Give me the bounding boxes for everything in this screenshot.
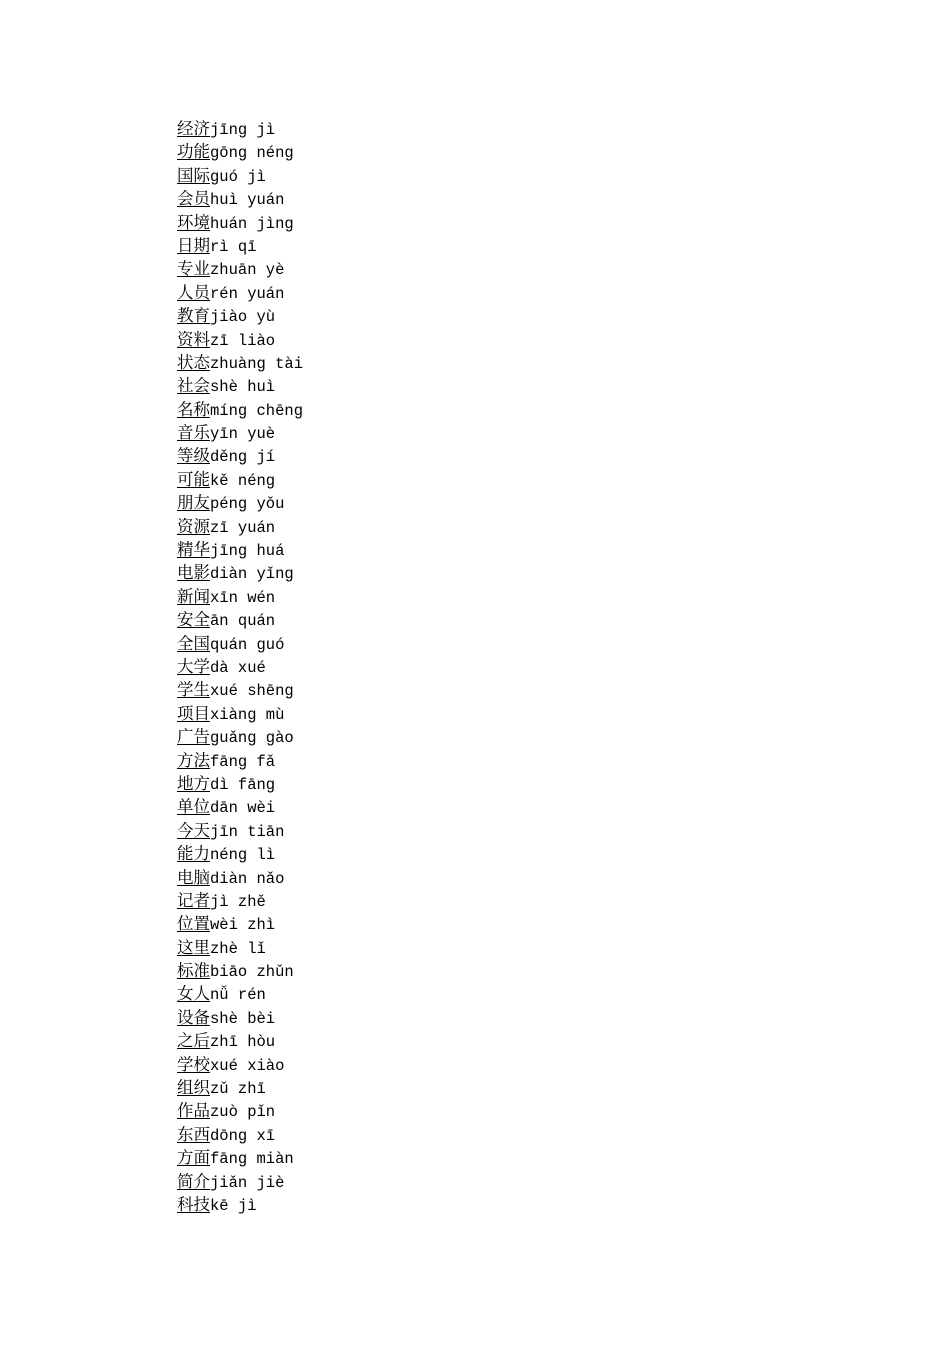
pinyin-reading: xué xiào: [210, 1056, 285, 1075]
vocabulary-entry: [177, 117, 303, 140]
vocabulary-entry: [177, 561, 303, 584]
vocabulary-entry: [177, 1006, 303, 1029]
vocabulary-entry: [177, 1099, 303, 1122]
hanzi-word: 地方: [177, 773, 210, 793]
hanzi-word: 设备: [177, 1007, 210, 1027]
hanzi-word: 学生: [177, 680, 210, 700]
pinyin-reading: néng lì: [210, 846, 276, 865]
vocabulary-entry: [177, 444, 303, 467]
pinyin-reading: dà xué: [210, 658, 266, 677]
pinyin-reading: ān quán: [210, 612, 276, 631]
pinyin-reading: rén yuán: [210, 284, 285, 303]
vocabulary-entry: [177, 936, 303, 959]
hanzi-word: 教育: [177, 306, 210, 326]
hanzi-word: 方法: [177, 750, 210, 770]
vocabulary-entry: [177, 1029, 303, 1052]
hanzi-word: 记者: [177, 890, 210, 910]
vocabulary-entry: [177, 655, 303, 678]
vocabulary-entry: [177, 374, 303, 397]
hanzi-word: 方面: [177, 1148, 210, 1168]
pinyin-reading: jīng jì: [210, 121, 276, 139]
pinyin-reading: zī liào: [210, 331, 276, 350]
pinyin-reading: gōng néng: [210, 144, 294, 163]
vocabulary-entry: [177, 842, 303, 865]
pinyin-reading: shè huì: [210, 378, 276, 397]
vocabulary-entry: [177, 468, 303, 491]
hanzi-word: 功能: [177, 142, 210, 162]
vocabulary-entry: [177, 585, 303, 608]
vocabulary-entry: [177, 1053, 303, 1076]
pinyin-reading: fāng miàn: [210, 1150, 294, 1169]
vocabulary-entry: [177, 632, 303, 655]
vocabulary-entry: [177, 281, 303, 304]
pinyin-reading: jīn tiān: [210, 822, 285, 841]
pinyin-reading: dān wèi: [210, 799, 276, 818]
hanzi-word: 作品: [177, 1101, 210, 1121]
pinyin-reading: děng jí: [210, 448, 276, 467]
vocabulary-entry: [177, 421, 303, 444]
vocabulary-entry: [177, 725, 303, 748]
vocabulary-entry: [177, 678, 303, 701]
pinyin-reading: xué shēng: [210, 682, 294, 701]
hanzi-word: 专业: [177, 259, 210, 279]
vocabulary-entry: [177, 304, 303, 327]
pinyin-reading: xiàng mù: [210, 705, 285, 724]
pinyin-reading: jì zhě: [210, 892, 266, 911]
hanzi-word: 朋友: [177, 493, 210, 513]
vocabulary-entry: [177, 866, 303, 889]
hanzi-word: 可能: [177, 469, 210, 489]
vocabulary-entry: [177, 1170, 303, 1193]
pinyin-reading: jiào yù: [210, 308, 276, 327]
pinyin-reading: dì fāng: [210, 775, 276, 794]
hanzi-word: 状态: [177, 352, 210, 372]
vocabulary-entry: [177, 702, 303, 725]
hanzi-word: 学校: [177, 1054, 210, 1074]
hanzi-word: 名称: [177, 399, 210, 419]
pinyin-reading: dōng xī: [210, 1126, 276, 1145]
vocabulary-entry: [177, 959, 303, 982]
vocabulary-entry: [177, 211, 303, 234]
pinyin-reading: guó jì: [210, 167, 266, 186]
pinyin-reading: zhī hòu: [210, 1033, 276, 1052]
vocabulary-entry: [177, 351, 303, 374]
hanzi-word: 会员: [177, 189, 210, 209]
vocabulary-entry: [177, 772, 303, 795]
pinyin-reading: biāo zhǔn: [210, 963, 294, 982]
hanzi-word: 东西: [177, 1124, 210, 1144]
pinyin-reading: guǎng gào: [210, 729, 294, 748]
hanzi-word: 组织: [177, 1078, 210, 1098]
hanzi-word: 这里: [177, 937, 210, 957]
vocabulary-entry: [177, 889, 303, 912]
vocabulary-entry: [177, 1076, 303, 1099]
pinyin-reading: zuò pǐn: [210, 1103, 276, 1122]
pinyin-reading: diàn nǎo: [210, 869, 285, 888]
pinyin-reading: jiǎn jiè: [210, 1173, 285, 1192]
hanzi-word: 环境: [177, 212, 210, 232]
hanzi-word: 电影: [177, 563, 210, 583]
pinyin-reading: kě néng: [210, 471, 276, 490]
hanzi-word: 广告: [177, 727, 210, 747]
hanzi-word: 新闻: [177, 586, 210, 606]
pinyin-reading: zhuān yè: [210, 261, 285, 280]
hanzi-word: 音乐: [177, 423, 210, 443]
hanzi-word: 单位: [177, 797, 210, 817]
hanzi-word: 资源: [177, 516, 210, 536]
hanzi-word: 今天: [177, 820, 210, 840]
vocabulary-entry: [177, 491, 303, 514]
vocabulary-entry: [177, 819, 303, 842]
vocabulary-entry: [177, 234, 303, 257]
hanzi-word: 电脑: [177, 867, 210, 887]
pinyin-reading: zǔ zhī: [210, 1080, 266, 1099]
pinyin-reading: jīng huá: [210, 542, 285, 561]
hanzi-word: 女人: [177, 984, 210, 1004]
vocabulary-entry: [177, 1193, 303, 1216]
hanzi-word: 日期: [177, 235, 210, 255]
vocabulary-list: [177, 117, 303, 1216]
vocabulary-entry: [177, 912, 303, 935]
pinyin-reading: fāng fǎ: [210, 752, 276, 771]
vocabulary-entry: [177, 1123, 303, 1146]
hanzi-word: 等级: [177, 446, 210, 466]
pinyin-reading: diàn yǐng: [210, 565, 294, 584]
pinyin-reading: shè bèi: [210, 1009, 276, 1028]
hanzi-word: 位置: [177, 914, 210, 934]
hanzi-word: 国际: [177, 165, 210, 185]
vocabulary-entry: [177, 749, 303, 772]
hanzi-word: 简介: [177, 1171, 210, 1191]
hanzi-word: 大学: [177, 656, 210, 676]
pinyin-reading: zhuàng tài: [210, 354, 304, 373]
pinyin-reading: zhè lǐ: [210, 939, 266, 958]
hanzi-word: 经济: [177, 119, 210, 138]
vocabulary-entry: [177, 328, 303, 351]
hanzi-word: 精华: [177, 540, 210, 560]
hanzi-word: 之后: [177, 1031, 210, 1051]
hanzi-word: 人员: [177, 282, 210, 302]
vocabulary-entry: [177, 164, 303, 187]
hanzi-word: 安全: [177, 610, 210, 630]
pinyin-reading: míng chēng: [210, 401, 304, 420]
vocabulary-entry: [177, 257, 303, 280]
vocabulary-entry: [177, 515, 303, 538]
hanzi-word: 社会: [177, 376, 210, 396]
hanzi-word: 标准: [177, 961, 210, 981]
pinyin-reading: zī yuán: [210, 518, 276, 537]
hanzi-word: 全国: [177, 633, 210, 653]
pinyin-reading: nǚ rén: [210, 986, 266, 1005]
vocabulary-entry: [177, 538, 303, 561]
vocabulary-entry: [177, 187, 303, 210]
pinyin-reading: kē jì: [210, 1196, 257, 1215]
hanzi-word: 科技: [177, 1194, 210, 1214]
vocabulary-entry: [177, 608, 303, 631]
pinyin-reading: huì yuán: [210, 191, 285, 210]
pinyin-reading: péng yǒu: [210, 495, 285, 514]
vocabulary-entry: [177, 795, 303, 818]
pinyin-reading: yīn yuè: [210, 425, 276, 444]
pinyin-reading: rì qī: [210, 237, 257, 256]
vocabulary-entry: [177, 140, 303, 163]
hanzi-word: 项目: [177, 703, 210, 723]
pinyin-reading: wèi zhì: [210, 916, 276, 935]
hanzi-word: 能力: [177, 844, 210, 864]
pinyin-reading: huán jìng: [210, 214, 294, 233]
hanzi-word: 资料: [177, 329, 210, 349]
pinyin-reading: xīn wén: [210, 588, 276, 607]
vocabulary-entry: [177, 1146, 303, 1169]
vocabulary-entry: [177, 398, 303, 421]
pinyin-reading: quán guó: [210, 635, 285, 654]
vocabulary-entry: [177, 982, 303, 1005]
